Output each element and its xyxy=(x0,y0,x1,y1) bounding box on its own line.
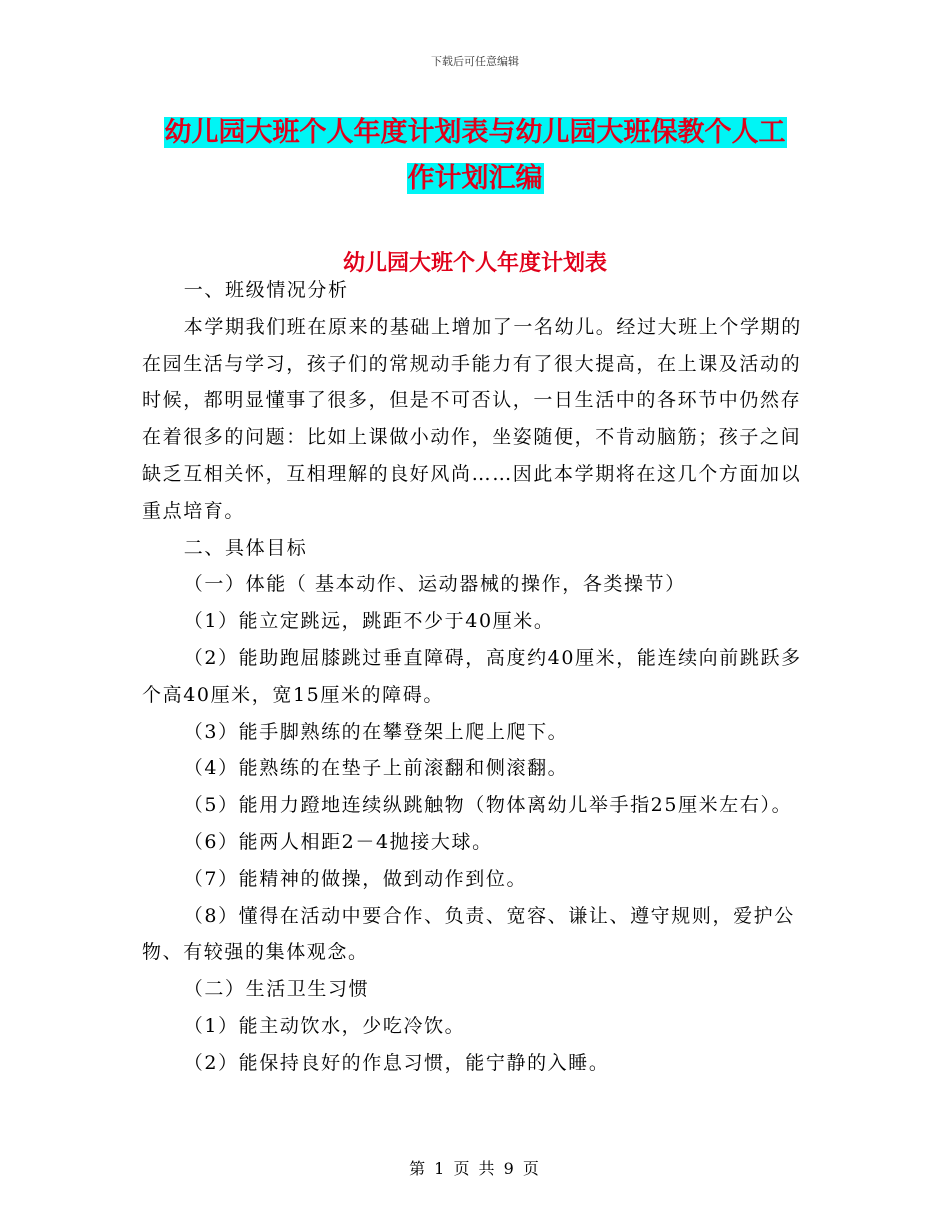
document-title-line-2: 作计划汇编 xyxy=(407,163,543,194)
page-footer: 第 1 页 共 9 页 xyxy=(409,1159,541,1178)
paragraph: （8）懂得在活动中要合作、负责、宽容、谦让、遵守规则，爱护公物、有较强的集体观念。 xyxy=(142,904,795,964)
paragraph: 二、具体目标 xyxy=(183,536,308,559)
document-title-line-1: 幼儿园大班个人年度计划表与幼儿园大班保教个人工 xyxy=(164,117,786,148)
paragraph: （2）能助跑屈膝跳过垂直障碍，高度约40厘米，能连续向前跳跃多个高40厘米，宽15厘米的障碍。 xyxy=(142,646,802,706)
paragraph: （5）能用力蹬地连续纵跳触物（物体离幼儿举手指25厘米左右）。 xyxy=(183,794,793,817)
section-title: 幼儿园大班个人年度计划表 xyxy=(342,251,607,276)
paragraph: 一、班级情况分析 xyxy=(183,279,349,301)
paragraph: 本学期我们班在原来的基础上增加了一名幼儿。经过大班上个学期的在园生活与学习，孩子们的常规动手能力有了很大提高，在上课及活动的时候，都明显懂事了很多，但是不可否认，一日生活中的各环节中仍然存在着很多的问题：比如上课做小动作，坐姿随便，不肯动脑筋；孩子之间缺乏互相关怀，互相理解的良好风尚……因此本学期将在这几个方面加以重点培育。 xyxy=(142,315,802,522)
paragraph: （一）体能（ 基本动作、运动器械的操作，各类操节） xyxy=(183,573,686,596)
paragraph: （1）能立定跳远，跳距不少于40厘米。 xyxy=(183,610,555,633)
paragraph: （1）能主动饮水，少吃冷饮。 xyxy=(183,1014,466,1037)
paragraph: （二）生活卫生习惯 xyxy=(183,978,370,1001)
paragraph: （7）能精神的做操，做到动作到位。 xyxy=(183,867,528,890)
paragraph: （3）能手脚熟练的在攀登架上爬上爬下。 xyxy=(183,720,569,743)
header-note: 下载后可任意编辑 xyxy=(431,55,519,68)
paragraph: （4）能熟练的在垫子上前滚翻和侧滚翻。 xyxy=(183,757,569,780)
paragraph: （6）能两人相距2－4抛接大球。 xyxy=(183,830,493,853)
paragraph: （2）能保持良好的作息习惯，能宁静的入睡。 xyxy=(183,1051,610,1074)
document-title xyxy=(140,110,810,202)
document-body xyxy=(142,272,812,1082)
